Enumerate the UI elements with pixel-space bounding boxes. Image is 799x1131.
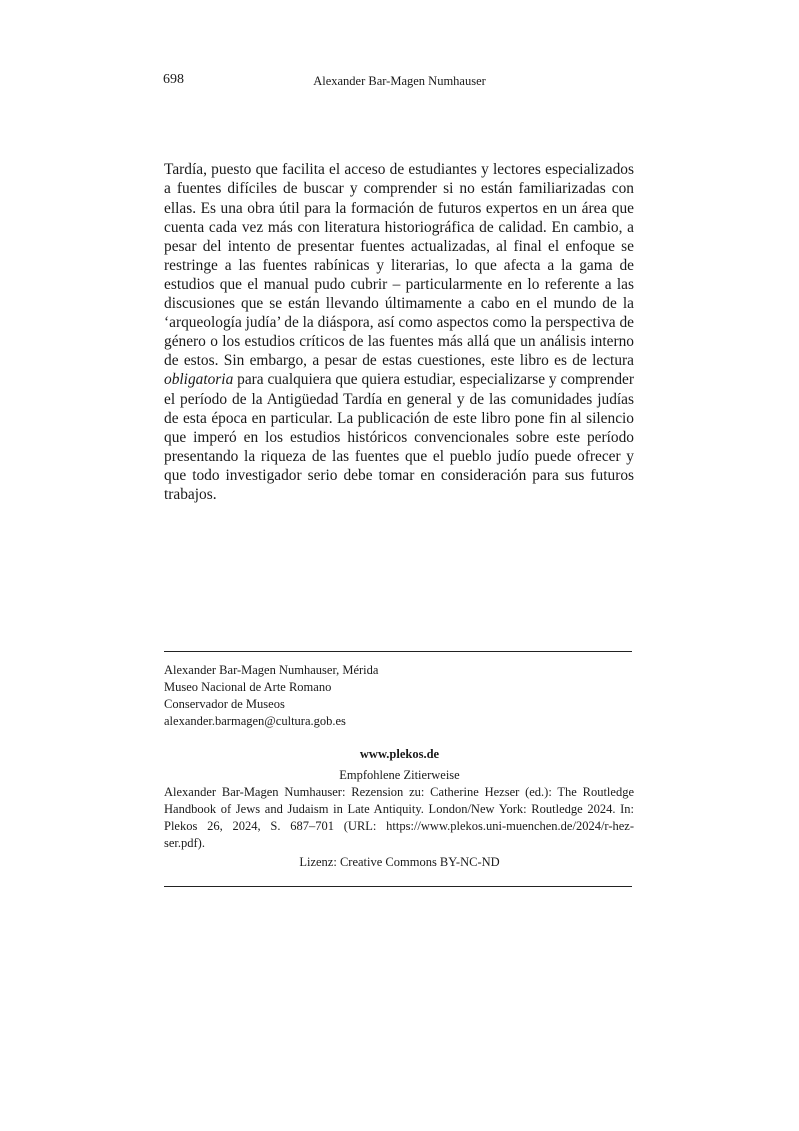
divider-top (164, 651, 632, 652)
author-name-line: Alexander Bar-Magen Numhauser, Mérida (164, 663, 379, 677)
running-head: Alexander Bar-Magen Numhauser (313, 74, 486, 88)
citation-text: Alexander Bar-Magen Numhauser: Rezension zu: Catherine Hezser (ed.): The Routledge Handbook of Jews and Judaism in Late Antiquity. London/New York: Routledge 2024. In: Plekos 26, 2024, S. 687–701 (URL: https://www.plekos.uni-muenchen.de/2024/r-hez-ser.pdf). (164, 785, 634, 850)
author-address (164, 662, 378, 730)
body-text-part-2: para cualquiera que quiera estudiar, especializarse y comprender el período de la Antigüedad Tardía en general y de las comunidades judías de esta época en particular. La publicación de este libro pone fin al silencio que imperó en los estudios históricos convencionales sobre este período presentando la riqueza de las fuentes que el pueblo judío puede ofrecer y que todo investigador serio debe tomar en consideración para sus futuros trabajos. (164, 371, 634, 503)
divider-bottom (164, 886, 632, 887)
license-line: Lizenz: Creative Commons BY-NC-ND (299, 855, 500, 869)
page-number: 698 (163, 72, 184, 87)
italic-emphasis: obligatoria (164, 371, 234, 389)
position-line: Conservador de Museos (164, 697, 285, 711)
email-link[interactable]: alexander.barmagen@cultura.gob.es (164, 714, 346, 728)
citation-heading: Empfohlene Zitierweise (339, 768, 460, 782)
institution-line: Museo Nacional de Arte Romano (164, 680, 332, 694)
site-link[interactable]: www.plekos.de (359, 747, 440, 761)
body-paragraph (164, 160, 634, 504)
body-text-part-1: Tardía, puesto que facilita el acceso de estudiantes y lectores especializados a fuentes difíciles de buscar y comprender si no están familiarizadas con ellas. Es una obra útil para la formación de futuros expertos en un área que cuenta cada vez más con literatura historiográfica de calidad. En cambio, a pesar del intento de presentar fuentes actualizadas, al final el enfoque se restringe a las fuentes rabínicas y literarias, lo que afecta a la gama de estudios que el manual pudo cubrir – particularmente en lo referente a las discusiones que se están llevando últimamente a cabo en el mundo de la ‘arqueología judía’ de la diáspora, así como aspectos como la perspectiva de género o los estudios críticos de las fuentes más allá que un análisis interno de estos. Sin embargo, a pesar de estas cuestiones, este libro es de lectura (164, 161, 634, 370)
